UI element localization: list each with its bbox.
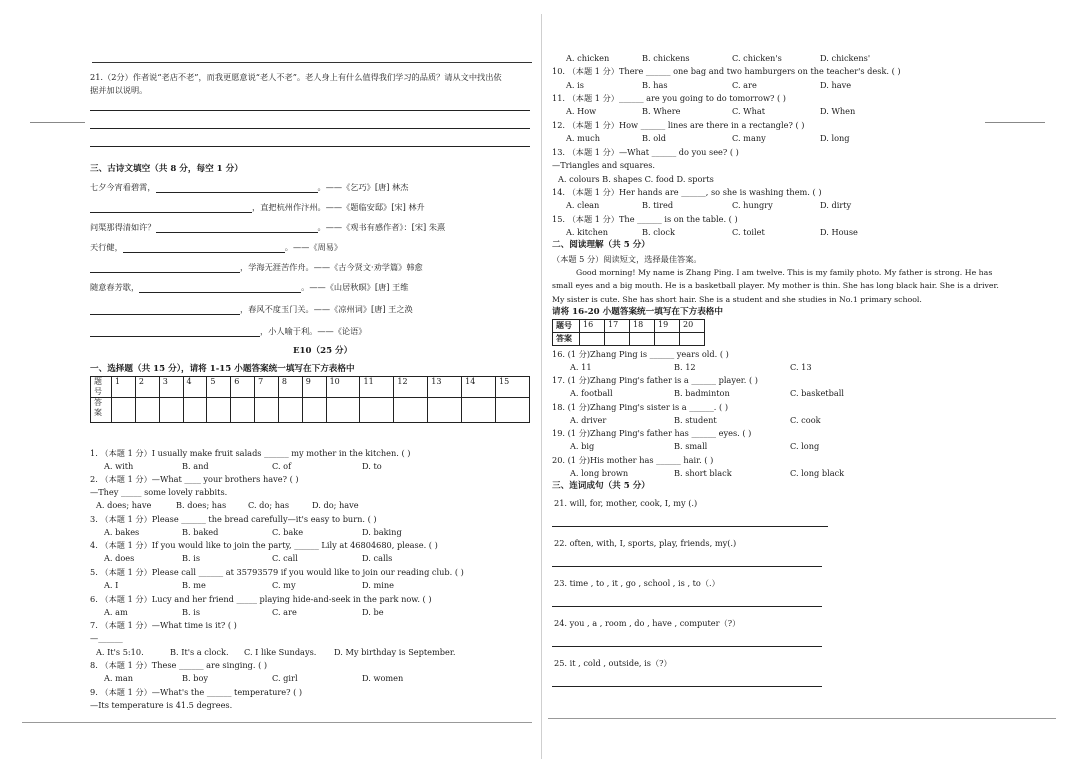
- row-label: [91, 398, 112, 423]
- table-row: [553, 320, 705, 333]
- table-cell: 10: [326, 377, 360, 398]
- option[interactable]: C. are: [732, 80, 757, 90]
- option[interactable]: B. It's a clock.: [170, 647, 229, 657]
- table-row: [553, 333, 705, 346]
- q19-stem: 19. (1 分)Zhang Ping's father has ______ eyes. ( ): [552, 428, 752, 438]
- option[interactable]: B. and: [182, 461, 209, 471]
- poetry-line-2: [90, 202, 425, 213]
- option[interactable]: C. long black: [790, 468, 845, 478]
- q11-options: [566, 106, 855, 117]
- q17-options: [570, 388, 844, 399]
- q10-options: [566, 80, 851, 91]
- option[interactable]: C. of: [272, 461, 292, 471]
- q2-options: [96, 500, 359, 511]
- option[interactable]: B. is: [182, 607, 201, 617]
- option[interactable]: D. have: [820, 80, 852, 90]
- q12-stem: 12. （本题 1 分）How ______ lines are there in a rectangle? ( ): [552, 120, 805, 130]
- answer-line[interactable]: [90, 128, 530, 129]
- q15-options: [566, 227, 858, 238]
- table-cell: 12: [394, 377, 428, 398]
- fill-blank[interactable]: [123, 243, 285, 253]
- table-cell: 6: [231, 377, 255, 398]
- option[interactable]: B. badminton: [674, 388, 730, 398]
- table-cell: 13: [428, 377, 462, 398]
- q13-stem: 13. （本题 1 分）—What ______ do you see? ( ): [552, 147, 739, 157]
- poetry-source: ，学海无涯苦作舟。——《古今贤文·劝学篇》韩愈: [240, 262, 423, 272]
- poetry-text: 天行健，: [90, 242, 123, 252]
- option[interactable]: D. My birthday is September.: [334, 647, 456, 657]
- answer-cell[interactable]: [394, 398, 428, 423]
- q20-stem: 20. (1 分)His mother has ______ hair. ( ): [552, 455, 714, 465]
- margin-dash-right: [985, 122, 1045, 123]
- answer-line[interactable]: [90, 110, 530, 111]
- top-rule-left: [92, 62, 532, 63]
- option[interactable]: A. does; have: [96, 500, 152, 510]
- ordering-heading: 三、连词成句（共 5 分）: [552, 481, 650, 491]
- option[interactable]: A. long brown: [570, 468, 629, 478]
- q13-options[interactable]: A. colours B. shapes C. food D. sports: [558, 174, 714, 184]
- answer-cell[interactable]: [462, 398, 496, 423]
- answer-cell[interactable]: [580, 333, 605, 346]
- option[interactable]: C. call: [272, 553, 298, 563]
- table-cell: 2: [135, 377, 159, 398]
- option[interactable]: C. do; has: [248, 500, 290, 510]
- poetry-line-7: [90, 304, 413, 315]
- table-cell: 5: [207, 377, 231, 398]
- label-text: 题: [94, 377, 102, 386]
- option[interactable]: C. girl: [272, 673, 298, 683]
- poetry-line-3: [90, 222, 445, 233]
- q14-stem: 14. （本题 1 分）Her hands are ______, so she is washing them. ( ): [552, 187, 822, 197]
- option[interactable]: B. boy: [182, 673, 209, 683]
- option[interactable]: B. chickens: [642, 53, 690, 63]
- option[interactable]: B. small: [674, 441, 708, 451]
- option[interactable]: A. does: [104, 553, 135, 563]
- table-cell: 19: [655, 320, 680, 333]
- poetry-source: ，春风不度玉门关。——《凉州词》[唐] 王之涣: [240, 304, 413, 314]
- option[interactable]: A. big: [570, 441, 595, 451]
- exam-title: E10（25 分）: [293, 346, 353, 356]
- option[interactable]: C. long: [790, 441, 820, 451]
- q5-options: [104, 580, 394, 591]
- option[interactable]: B. me: [182, 580, 206, 590]
- label-text: 号: [94, 387, 102, 396]
- poetry-text: 七夕今宵看碧霄，: [90, 182, 156, 192]
- table-row: [91, 377, 530, 398]
- option[interactable]: A. It's 5:10.: [96, 647, 144, 657]
- table-cell: 9: [302, 377, 326, 398]
- poetry-line-4: [90, 242, 342, 253]
- option[interactable]: C. basketball: [790, 388, 844, 398]
- option[interactable]: B. is: [182, 553, 201, 563]
- q21-prompt-1: 21.（2分）作者说“老店不老”，而我更愿意说“老人不老”。老人身上有什么值得我们学习的品质？请从文中找出依: [90, 72, 502, 82]
- q20-options: [570, 468, 844, 479]
- option[interactable]: B. student: [674, 415, 717, 425]
- option[interactable]: B. old: [642, 133, 667, 143]
- option[interactable]: C. bake: [272, 527, 304, 537]
- option[interactable]: B. does; has: [176, 500, 227, 510]
- q4-options: [104, 553, 392, 564]
- q12-options: [566, 133, 850, 144]
- q18-stem: 18. (1 分)Zhang Ping's sister is a ______. ( ): [552, 402, 729, 412]
- table-cell: 17: [605, 320, 630, 333]
- option[interactable]: D. long: [820, 133, 850, 143]
- answer-cell[interactable]: [680, 333, 705, 346]
- fill-blank[interactable]: [139, 283, 301, 293]
- q2-stem: 2. （本题 1 分）—What ____ your brothers have? ( ): [90, 474, 299, 484]
- answer-line[interactable]: [552, 646, 822, 647]
- option[interactable]: A. driver: [570, 415, 607, 425]
- option[interactable]: D. mine: [362, 580, 394, 590]
- table-cell: 15: [496, 377, 530, 398]
- table-cell: 4: [183, 377, 207, 398]
- answer-cell[interactable]: [655, 333, 680, 346]
- option[interactable]: B. has: [642, 80, 668, 90]
- option[interactable]: D. to: [362, 461, 382, 471]
- q9-options: [566, 53, 870, 64]
- answer-cell[interactable]: [326, 398, 360, 423]
- answer-line[interactable]: [552, 526, 828, 527]
- q7-options: [96, 647, 456, 658]
- option[interactable]: A. How: [566, 106, 597, 116]
- q24-ordering: 24. you , a , room , do , have , computer（?）: [554, 618, 741, 628]
- answer-line[interactable]: [552, 686, 822, 687]
- poetry-source: ，直把杭州作汴州。——《题临安邸》[宋] 林升: [252, 202, 425, 212]
- option[interactable]: B. baked: [182, 527, 219, 537]
- q8-options: [104, 673, 403, 684]
- choice-heading: 一、选择题（共 15 分），请将 1-15 小题答案统一填写在下方表格中: [90, 364, 355, 374]
- option[interactable]: A. clean: [566, 200, 600, 210]
- option[interactable]: C. chicken's: [732, 53, 782, 63]
- answer-table-16-20: [552, 319, 705, 346]
- q4-stem: 4. （本题 1 分）If you would like to join the party, ______ Lily at 46804680, please. ( ): [90, 540, 438, 550]
- row-label: 题号: [553, 320, 580, 333]
- fill-blank[interactable]: [156, 223, 318, 233]
- table-cell: 11: [360, 377, 394, 398]
- answer-cell[interactable]: [159, 398, 183, 423]
- poetry-text: 问渠那得清如许？: [90, 222, 156, 232]
- option[interactable]: A. bakes: [104, 527, 140, 537]
- q18-options: [570, 415, 821, 426]
- answer-line[interactable]: [90, 146, 530, 147]
- reading-instruction: （本题 5 分）阅读短文，选择最佳答案。: [552, 254, 702, 264]
- row-label: [91, 377, 112, 398]
- q16-options: [570, 362, 812, 373]
- fill-blank[interactable]: [90, 263, 240, 273]
- option[interactable]: B. clock: [642, 227, 675, 237]
- q23-ordering: 23. time , to , it , go , school , is , to（.）: [554, 578, 720, 588]
- answer-cell[interactable]: [135, 398, 159, 423]
- answer-line[interactable]: [552, 566, 822, 567]
- poetry-source: 。——《周易》: [284, 242, 343, 252]
- option[interactable]: B. short black: [674, 468, 732, 478]
- answer-cell[interactable]: [360, 398, 394, 423]
- q21-prompt-2: 据并加以说明。: [90, 85, 148, 95]
- poetry-line-1: [90, 182, 408, 193]
- option[interactable]: A. I: [104, 580, 119, 590]
- fill-blank[interactable]: [156, 183, 318, 193]
- option[interactable]: A. man: [104, 673, 134, 683]
- option[interactable]: A. am: [104, 607, 128, 617]
- option[interactable]: C. toilet: [732, 227, 765, 237]
- q5-stem: 5. （本题 1 分）Please call ______ at 35793579 if you would like to join our reading club. ( ): [90, 567, 464, 577]
- q11-stem: 11. （本题 1 分）______ are you going to do tomorrow? ( ): [552, 93, 786, 103]
- answer-cell[interactable]: [112, 398, 136, 423]
- q9-stem: 9. （本题 1 分）—What's the ______ temperature? ( ): [90, 687, 303, 697]
- reading-heading: 二、阅读理解（共 5 分）: [552, 240, 650, 250]
- table-cell: 16: [580, 320, 605, 333]
- option[interactable]: D. baking: [362, 527, 402, 537]
- bottom-rule-right: [548, 718, 1056, 719]
- option[interactable]: C. hungry: [732, 200, 773, 210]
- option[interactable]: B. 12: [674, 362, 696, 372]
- option[interactable]: C. are: [272, 607, 297, 617]
- q2-extra: —They _____ some lovely rabbits.: [90, 487, 228, 497]
- poetry-source: 。——《观书有感作者》：[宋] 朱熹: [317, 222, 446, 232]
- option[interactable]: A. football: [570, 388, 613, 398]
- table-cell: 8: [278, 377, 302, 398]
- answer-cell[interactable]: [278, 398, 302, 423]
- q16-stem: 16. (1 分)Zhang Ping is ______ years old. ( ): [552, 349, 729, 359]
- answer-cell[interactable]: [302, 398, 326, 423]
- option[interactable]: D. do; have: [312, 500, 359, 510]
- q14-options: [566, 200, 851, 211]
- q1-stem: 1. （本题 1 分）I usually make fruit salads ______ my mother in the kitchen. ( ): [90, 448, 411, 458]
- table-cell: 18: [630, 320, 655, 333]
- poetry-source: 。——《山居秋暝》[唐] 王维: [301, 282, 409, 292]
- option[interactable]: C. cook: [790, 415, 821, 425]
- q13-extra: —Triangles and squares.: [552, 160, 656, 170]
- option[interactable]: A. is: [566, 80, 584, 90]
- option[interactable]: A. 11: [570, 362, 592, 372]
- poetry-source: 。——《乞巧》[唐] 林杰: [317, 182, 409, 192]
- option[interactable]: A. much: [566, 133, 601, 143]
- q7-stem: 7. （本题 1 分）—What time is it? ( ): [90, 620, 237, 630]
- answer-cell[interactable]: [183, 398, 207, 423]
- option[interactable]: C. my: [272, 580, 296, 590]
- table-row: [91, 398, 530, 423]
- poetry-line-5: [90, 262, 423, 273]
- answer-cell[interactable]: [630, 333, 655, 346]
- option[interactable]: D. dirty: [820, 200, 852, 210]
- q10-stem: 10. （本题 1 分）There ______ one bag and two hamburgers on the teacher's desk. ( ): [552, 66, 901, 76]
- fill-blank[interactable]: [90, 305, 240, 315]
- option[interactable]: B. Where: [642, 106, 681, 116]
- answer-cell[interactable]: [428, 398, 462, 423]
- q3-stem: 3. （本题 1 分）Please ______ the bread carefully—it's easy to burn. ( ): [90, 514, 377, 524]
- q25-ordering: 25. it , cold , outside, is（?）: [554, 658, 672, 668]
- option[interactable]: D. be: [362, 607, 384, 617]
- q17-stem: 17. (1 分)Zhang Ping's father is a ______ player. ( ): [552, 375, 758, 385]
- label-text: 答: [94, 398, 102, 407]
- option[interactable]: D. women: [362, 673, 404, 683]
- option[interactable]: C. What: [732, 106, 766, 116]
- fill-blank[interactable]: [90, 203, 252, 213]
- option[interactable]: C. I like Sundays.: [244, 647, 317, 657]
- answer-cell[interactable]: [207, 398, 231, 423]
- option[interactable]: D. chickens': [820, 53, 871, 63]
- answer-cell[interactable]: [605, 333, 630, 346]
- column-divider: [541, 14, 542, 759]
- option[interactable]: B. tired: [642, 200, 674, 210]
- q21-ordering: 21. will, for, mother, cook, I, my (.): [554, 498, 698, 508]
- q8-stem: 8. （本题 1 分）These ______ are singing. ( ): [90, 660, 268, 670]
- poetry-line-8: [90, 326, 366, 337]
- reading-passage: Good morning! My name is Zhang Ping. I am twelve. This is my family photo. My father is strong. He has small eyes and a big mouth. He is a basketball player. My mother is thin. She has long black hair. She is a driver. My sister is cute. She has short hair. She is a student and she studies in No.1 primary school.: [552, 268, 999, 304]
- label-text: 案: [94, 408, 102, 417]
- option[interactable]: D. When: [820, 106, 856, 116]
- reading-table-note: 请将 16-20 小题答案统一填写在下方表格中: [552, 307, 723, 317]
- q22-ordering: 22. often, with, I, sports, play, friends, my(.): [554, 538, 737, 548]
- bottom-rule-left: [22, 722, 532, 723]
- margin-dash-left: [30, 122, 85, 123]
- table-cell: 3: [159, 377, 183, 398]
- q6-stem: 6. （本题 1 分）Lucy and her friend _____ playing hide-and-seek in the park now. ( ): [90, 594, 432, 604]
- q1-options: [104, 461, 382, 472]
- option[interactable]: A. with: [104, 461, 134, 471]
- q19-options: [570, 441, 819, 452]
- answer-cell[interactable]: [496, 398, 530, 423]
- option[interactable]: C. many: [732, 133, 766, 143]
- answer-cell[interactable]: [231, 398, 255, 423]
- table-cell: 20: [680, 320, 705, 333]
- table-cell: 7: [255, 377, 279, 398]
- q7-extra: —______: [90, 633, 123, 643]
- answer-cell[interactable]: [255, 398, 279, 423]
- answer-line[interactable]: [552, 606, 822, 607]
- q9-extra: —Its temperature is 41.5 degrees.: [90, 700, 233, 710]
- fill-blank[interactable]: [90, 327, 260, 337]
- poetry-heading: 三、古诗文填空（共 8 分，每空 1 分）: [90, 164, 243, 174]
- q6-options: [104, 607, 384, 618]
- answer-table-1-15: [90, 376, 530, 423]
- poetry-line-6: [90, 282, 408, 293]
- option[interactable]: A. chicken: [566, 53, 610, 63]
- row-label: 答案: [553, 333, 580, 346]
- poetry-source: ，小人喻于利。——《论语》: [260, 326, 367, 336]
- option[interactable]: D. calls: [362, 553, 393, 563]
- option[interactable]: C. 13: [790, 362, 812, 372]
- table-cell: 1: [112, 377, 136, 398]
- option[interactable]: A. kitchen: [566, 227, 608, 237]
- option[interactable]: D. House: [820, 227, 858, 237]
- table-cell: 14: [462, 377, 496, 398]
- q3-options: [104, 527, 402, 538]
- poetry-text: 随意春芳歇，: [90, 282, 140, 292]
- q15-stem: 15. （本题 1 分）The ______ is on the table. ( ): [552, 214, 738, 224]
